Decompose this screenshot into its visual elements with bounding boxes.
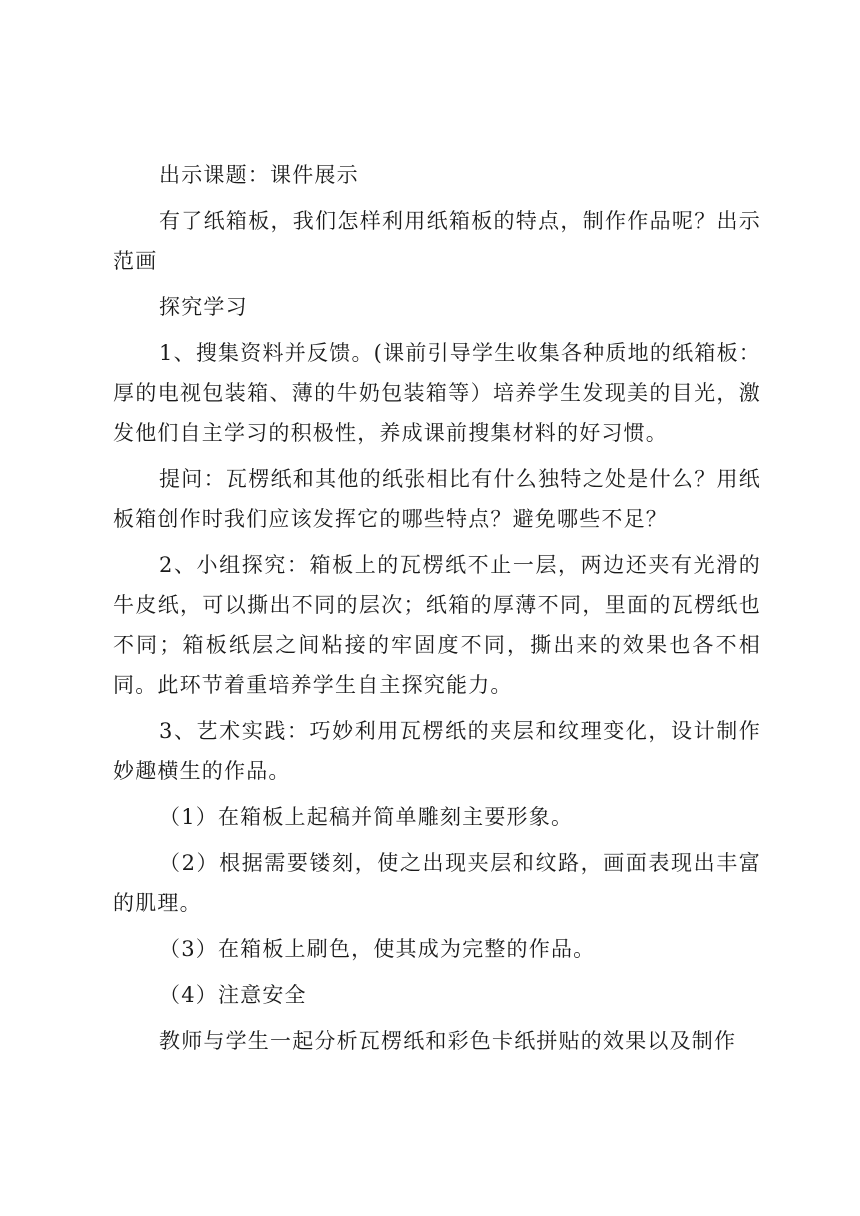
paragraph-inquiry-heading: 探究学习	[159, 295, 248, 319]
paragraph-teacher-analysis: 教师与学生一起分析瓦楞纸和彩色卡纸拼贴的效果以及制作	[159, 1029, 737, 1053]
paragraph-substep-3: （3）在箱板上刷色，使其成为完整的作品。	[159, 937, 596, 961]
paragraph-substep-1: （1）在箱板上起稿并简单雕刻主要形象。	[159, 805, 574, 829]
paragraph-topic: 出示课题：课件展示	[159, 163, 359, 187]
paragraph-substep-2: （2）根据需要镂刻，使之出现夹层和纹路，画面表现出丰富的肌理。	[113, 851, 761, 915]
paragraph-question-demo: 有了纸箱板，我们怎样利用纸箱板的特点，制作作品呢？出示范画	[113, 209, 761, 273]
paragraph-step-1: 1、搜集资料并反馈。(课前引导学生收集各种质地的纸箱板：厚的电视包装箱、薄的牛奶包装箱等）培养学生发现美的目光，激发他们自主学习的积极性，养成课前搜集材料的好习惯。	[113, 341, 761, 445]
paragraph-step-3: 3、艺术实践：巧妙利用瓦楞纸的夹层和纹理变化，设计制作妙趣横生的作品。	[113, 719, 761, 783]
paragraph-substep-4: （4）注意安全	[159, 983, 307, 1007]
document-body	[113, 155, 761, 1067]
paragraph-step-2: 2、小组探究：箱板上的瓦楞纸不止一层，两边还夹有光滑的牛皮纸，可以撕出不同的层次；纸箱的厚薄不同，里面的瓦楞纸也不同；箱板纸层之间粘接的牢固度不同，撕出来的效果也各不相同。此环节着重培养学生自主探究能力。	[113, 553, 761, 697]
paragraph-prompt-question: 提问：瓦楞纸和其他的纸张相比有什么独特之处是什么？用纸板箱创作时我们应该发挥它的哪些特点？避免哪些不足？	[113, 467, 761, 531]
